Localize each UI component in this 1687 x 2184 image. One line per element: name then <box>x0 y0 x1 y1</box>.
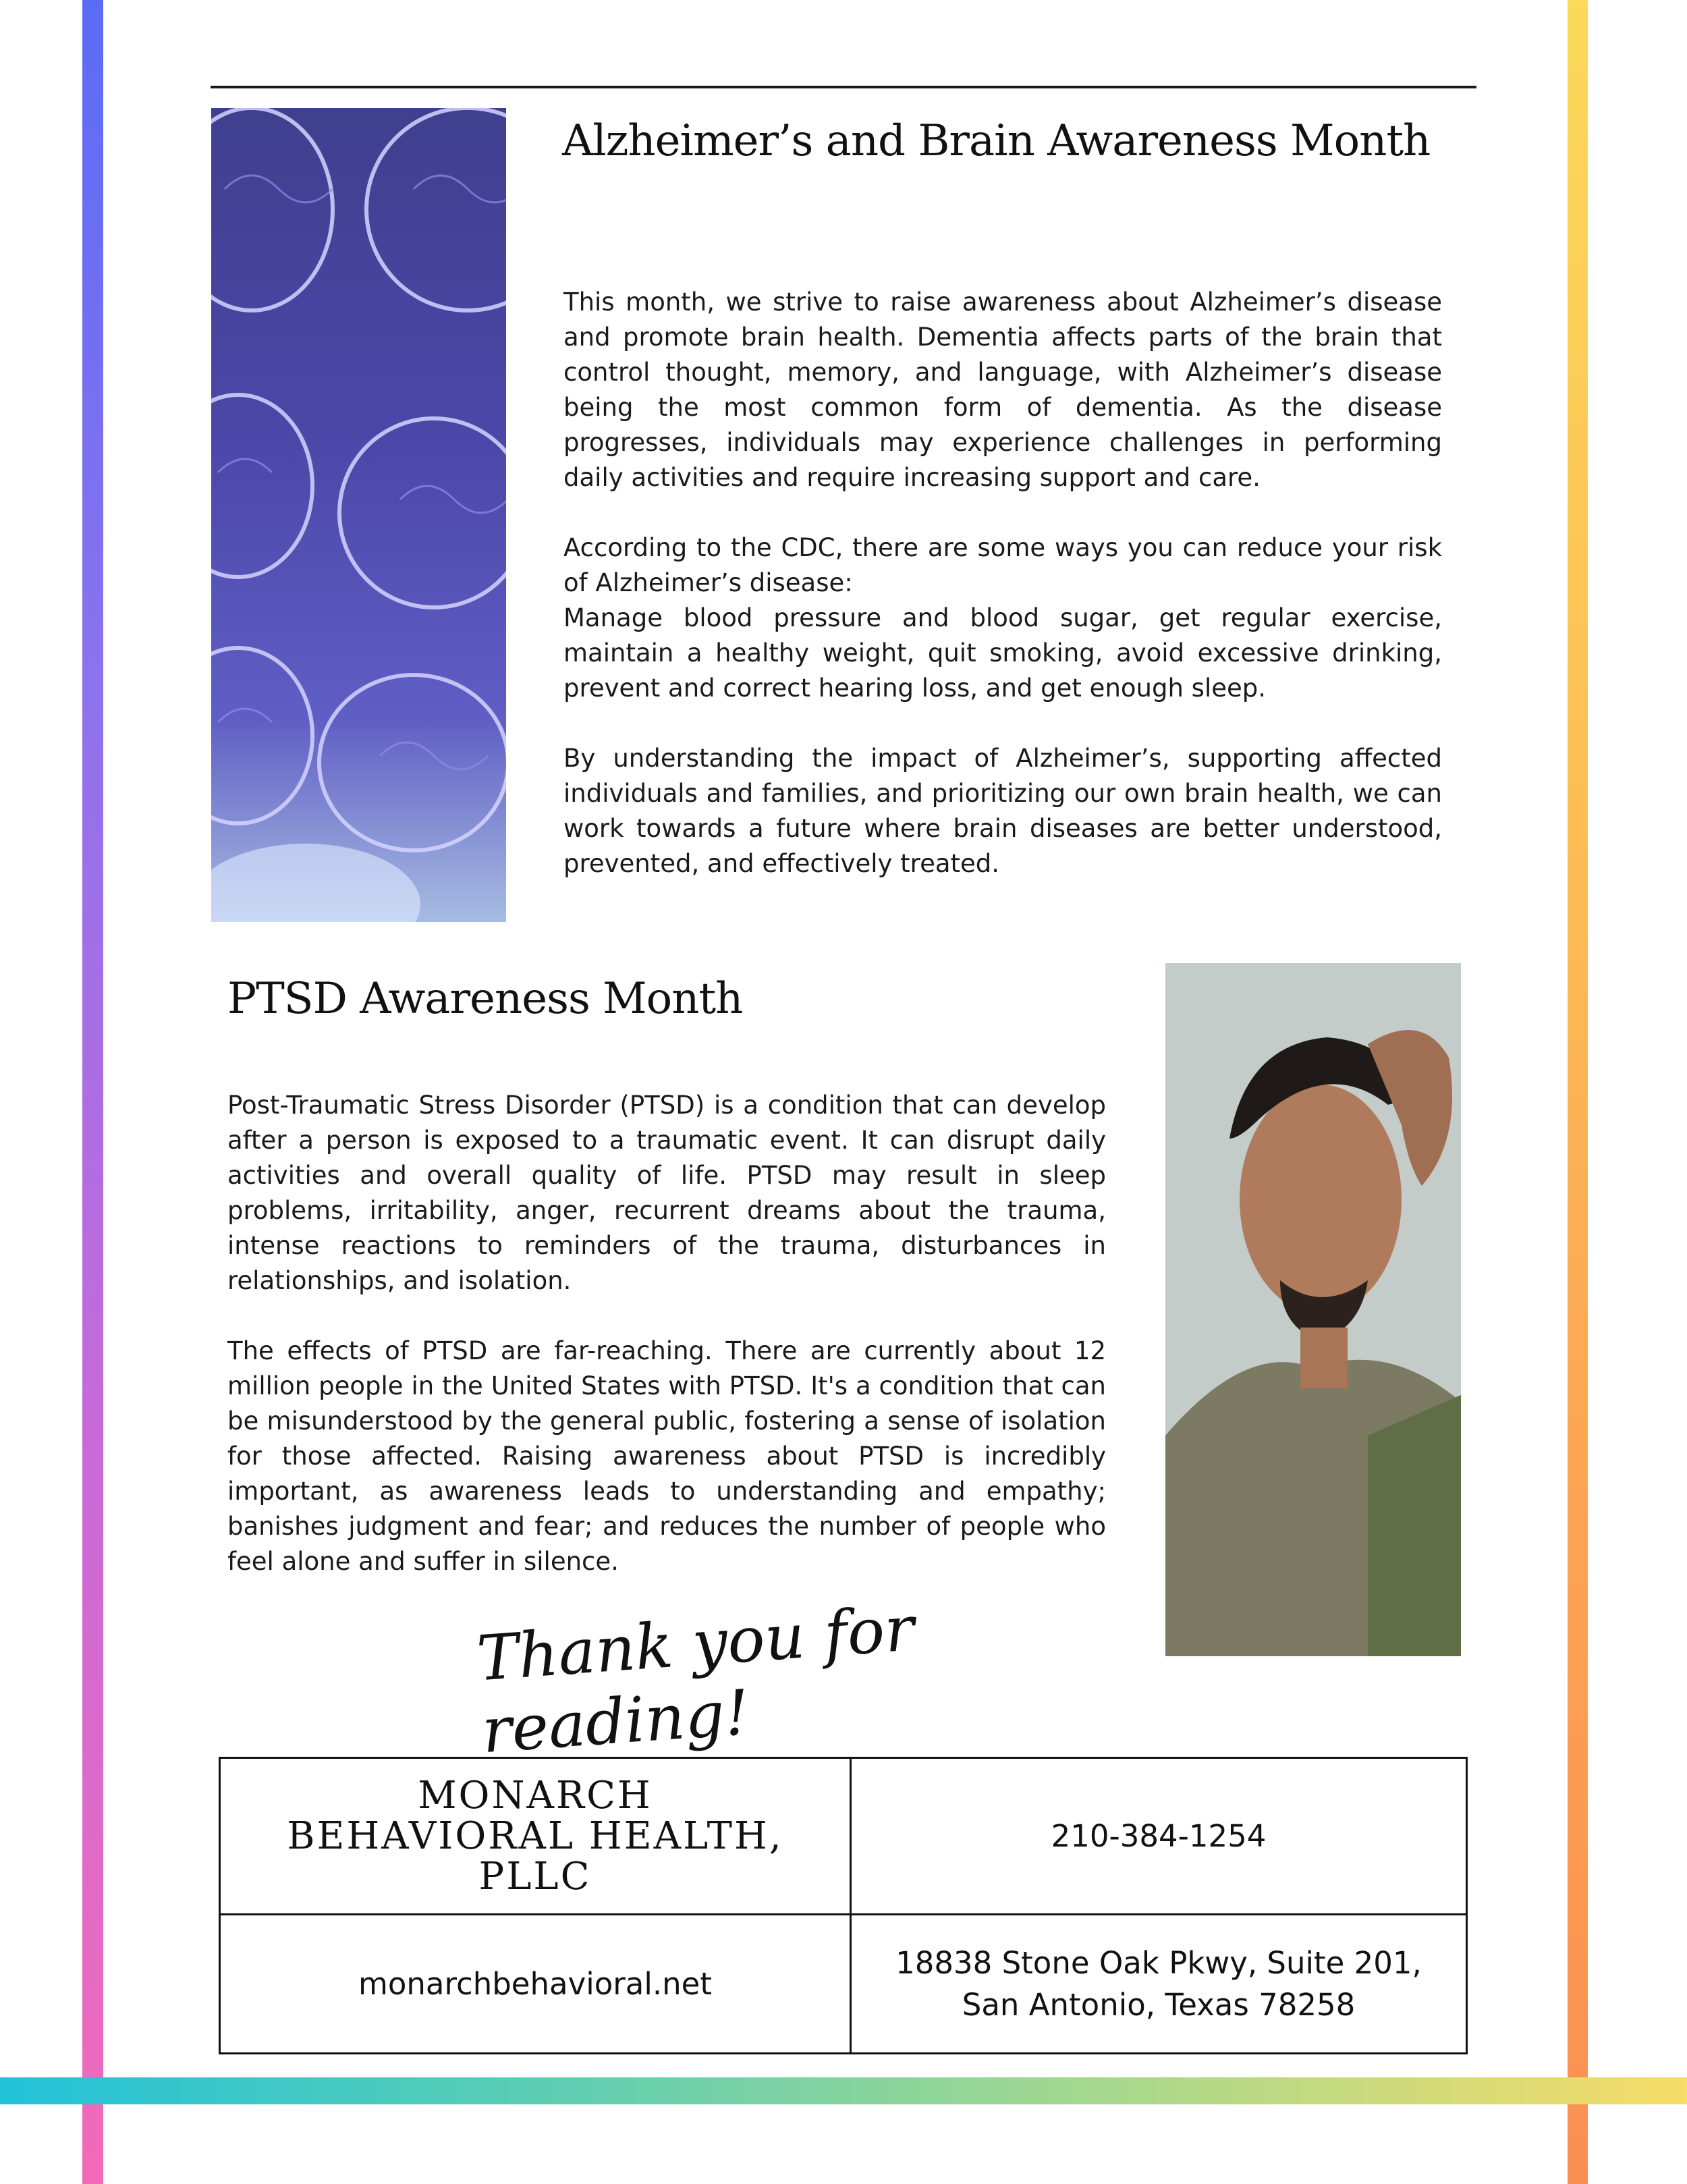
alzheimers-paragraph-2b: Manage blood pressure and blood sugar, get regular exercise, maintain a healthy weight, quit smoking, avoid excessive drinking, prevent and correct hearing loss, and get enough sleep. <box>563 603 1442 703</box>
address-line-1: 18838 Stone Oak Pkwy, Suite 201, <box>895 1944 1422 1981</box>
address <box>895 1942 1422 2026</box>
distressed-man-photo <box>1165 963 1461 1656</box>
alzheimers-title: Alzheimer’s and Brain Awareness Month <box>562 116 1431 166</box>
company-name: MONARCH BEHAVIORAL HEALTH, PLLC <box>287 1773 783 1899</box>
website-cell <box>221 1915 852 2052</box>
right-gradient-bar <box>1568 0 1588 2184</box>
address-line-2: San Antonio, Texas 78258 <box>962 1986 1356 2023</box>
ptsd-paragraph-2: The effects of PTSD are far-reaching. There are currently about 12 million people in the United States with PTSD. It's a condition that can be misunderstood by the general public, fostering a sense of isolation for those affected. Raising awareness about PTSD is incredibly important, as awareness leads to understanding and empathy; banishes judgment and fear; and reduces the number of people who feel alone and suffer in silence. <box>227 1336 1106 1576</box>
alzheimers-paragraph-1: This month, we strive to raise awareness about Alzheimer’s disease and promote brain health. Dementia affects parts of the brain that control thought, memory, and language, with Alzheimer’s disease being the most common form of dementia. As the disease progresses, individuals may experience challenges in performing daily activities and require increasing support and care. <box>563 288 1442 492</box>
company-name-cell <box>221 1759 852 1915</box>
address-cell <box>852 1915 1466 2052</box>
left-gradient-bar <box>82 0 103 2184</box>
website-link[interactable]: monarchbehavioral.net <box>358 1965 712 2002</box>
ptsd-title: PTSD Awareness Month <box>227 974 743 1024</box>
ptsd-paragraph-1: Post-Traumatic Stress Disorder (PTSD) is a condition that can develop after a person is exposed to a traumatic event. It can disrupt daily activities and overall quality of life. PTSD may result in sleep problems, irritability, anger, recurrent dreams about the trauma, intense reactions to reminders of the trauma, disturbances in relationships, and isolation. <box>227 1091 1106 1295</box>
alzheimers-paragraph-2a: According to the CDC, there are some ways you can reduce your risk of Alzheimer’s disease: <box>563 533 1442 597</box>
top-divider <box>211 86 1476 88</box>
phone-cell <box>852 1759 1466 1915</box>
contact-info-table <box>219 1757 1468 2054</box>
thank-you-signature: Thank you for reading! <box>474 1592 917 1768</box>
bottom-gradient-bar <box>0 2077 1687 2104</box>
brain-scan-image <box>211 108 506 922</box>
alzheimers-paragraph-3: By understanding the impact of Alzheimer’s, supporting affected individuals and families, and prioritizing our own brain health, we can work towards a future where brain diseases are better understood, prevented, and effectively treated. <box>563 744 1442 878</box>
phone-number[interactable]: 210-384-1254 <box>1051 1818 1267 1854</box>
